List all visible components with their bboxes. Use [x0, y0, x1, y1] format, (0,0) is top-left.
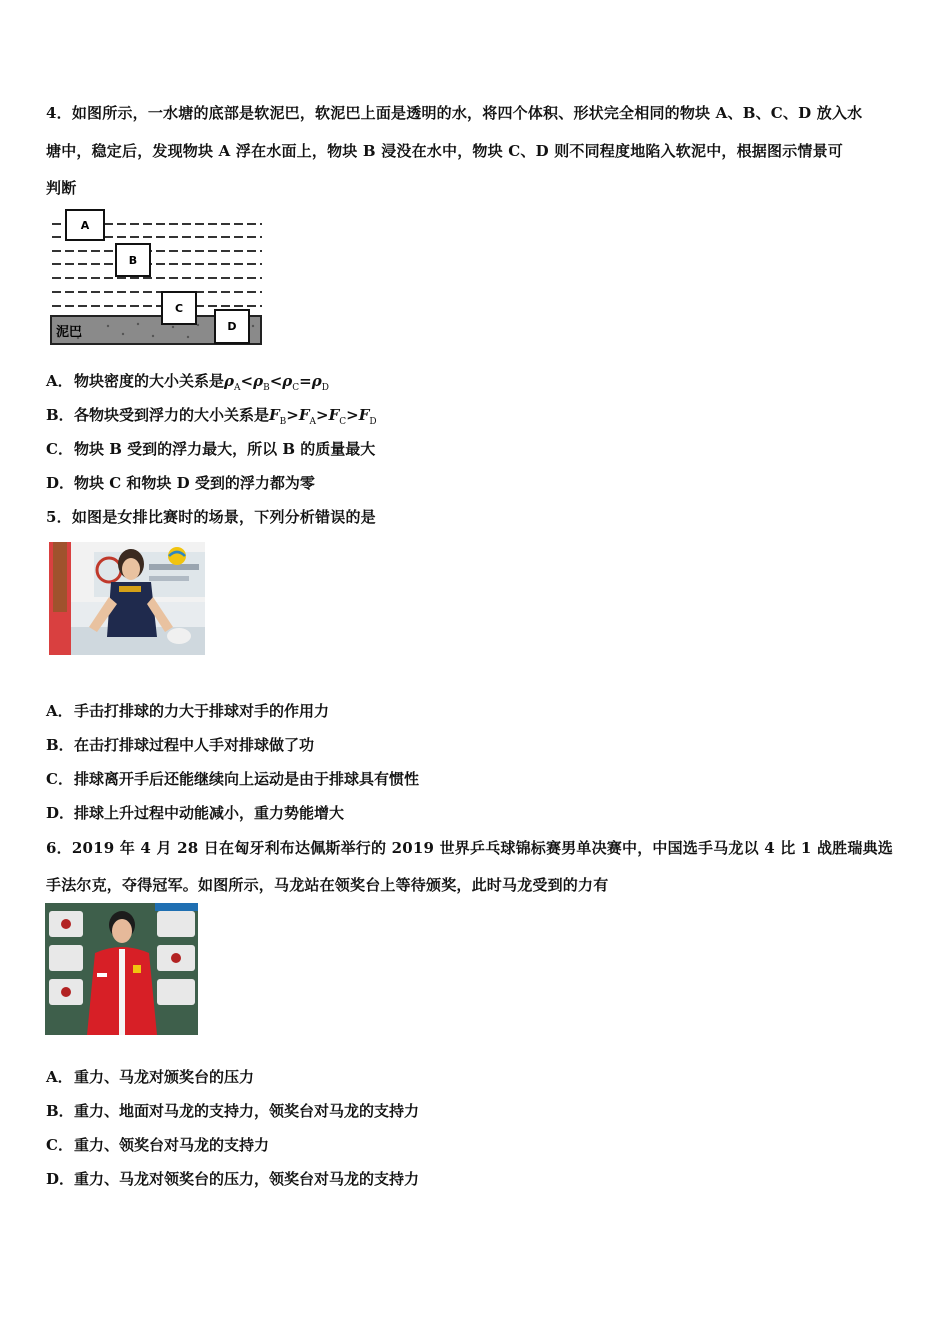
- q6-option-c[interactable]: [46, 1134, 269, 1155]
- option-text: 重力、马龙对颁奖台的压力: [74, 1068, 255, 1086]
- block-c-label: C: [174, 302, 184, 315]
- q6-stem-line-2: 手法尔克，夺得冠军。如图所示，马龙站在领奖台上等待颁奖，此时马龙受到的力有: [46, 876, 609, 894]
- option-key: B．: [46, 736, 74, 754]
- q6-option-b[interactable]: [46, 1100, 419, 1121]
- option-key: C．: [46, 770, 73, 788]
- option-key: D．: [46, 804, 75, 822]
- option-text: 在击打排球过程中人手对排球做了功: [74, 736, 315, 754]
- block-d-label: D: [227, 320, 237, 333]
- q4-option-a[interactable]: A．物块密度的大小关系是$\rho_A<\rho_B<\rho_C=\rho_D$: [46, 372, 329, 393]
- q5-volleyball-photo: [49, 542, 205, 655]
- q5-stem-line-1: 5．如图是女排比赛时的场景，下列分析错误的是: [46, 508, 376, 526]
- q5-option-b[interactable]: [46, 734, 314, 755]
- option-text: 重力、马龙对领奖台的压力，领奖台对马龙的支持力: [74, 1170, 420, 1188]
- option-key: A．: [46, 1068, 73, 1086]
- q6-podium-photo: [45, 903, 198, 1035]
- q5-option-c[interactable]: [46, 768, 419, 789]
- option-key: C．: [46, 1136, 73, 1154]
- option-key: D．: [46, 1170, 75, 1188]
- q4-option-b[interactable]: B．各物块受到浮力的大小关系是$F_B>F_A>F_C>F_D$: [46, 406, 377, 427]
- option-text: 重力、领奖台对马龙的支持力: [74, 1136, 270, 1154]
- q4-stem-line-3: 判断: [46, 179, 77, 197]
- q4-stem-line-1: 4．如图所示，一水塘的底部是软泥巴，软泥巴上面是透明的水，将四个体积、形状完全相同的物块 A、B、C、D 放入水: [46, 104, 863, 122]
- q4-option-d[interactable]: [46, 472, 315, 493]
- block-b-label: B: [128, 254, 138, 267]
- option-text: 物块密度的大小关系是: [74, 372, 225, 390]
- option-text: 手击打排球的力大于排球对手的作用力: [74, 702, 330, 720]
- option-key: B．: [46, 406, 74, 424]
- option-text: 物块 B 受到的浮力最大，所以 B 的质量最大: [74, 440, 376, 458]
- option-text: 物块 C 和物块 D 受到的浮力都为零: [74, 474, 315, 492]
- q4-pond-figure: [48, 206, 266, 348]
- option-key: A．: [46, 702, 73, 720]
- q4-stem-line-2: 塘中，稳定后，发现物块 A 浮在水面上，物块 B 浸没在水中，物块 C、D 则不同程度地陷入软泥中，根据图示情景可: [46, 142, 844, 160]
- q6-option-a[interactable]: [46, 1066, 254, 1087]
- option-text: 重力、地面对马龙的支持力，领奖台对马龙的支持力: [74, 1102, 420, 1120]
- block-a-label: A: [80, 219, 90, 232]
- option-text: 各物块受到浮力的大小关系是: [74, 406, 270, 424]
- option-key: B．: [46, 1102, 74, 1120]
- q5-option-d[interactable]: [46, 802, 344, 823]
- option-key: D．: [46, 474, 75, 492]
- option-text: 排球上升过程中动能减小，重力势能增大: [74, 804, 345, 822]
- q6-stem-line-1: 6．2019 年 4 月 28 日在匈牙利布达佩斯举行的 2019 世界乒乓球锦标赛男单决赛中，中国选手马龙以 4 比 1 战胜瑞典选: [46, 839, 893, 857]
- mud-label: 泥巴: [56, 325, 83, 340]
- option-key: A．: [46, 372, 73, 390]
- q6-option-d[interactable]: [46, 1168, 419, 1189]
- q5-option-a[interactable]: [46, 700, 329, 721]
- q4-option-c[interactable]: [46, 438, 375, 459]
- option-text: 排球离开手后还能继续向上运动是由于排球具有惯性: [74, 770, 420, 788]
- option-key: C．: [46, 440, 73, 458]
